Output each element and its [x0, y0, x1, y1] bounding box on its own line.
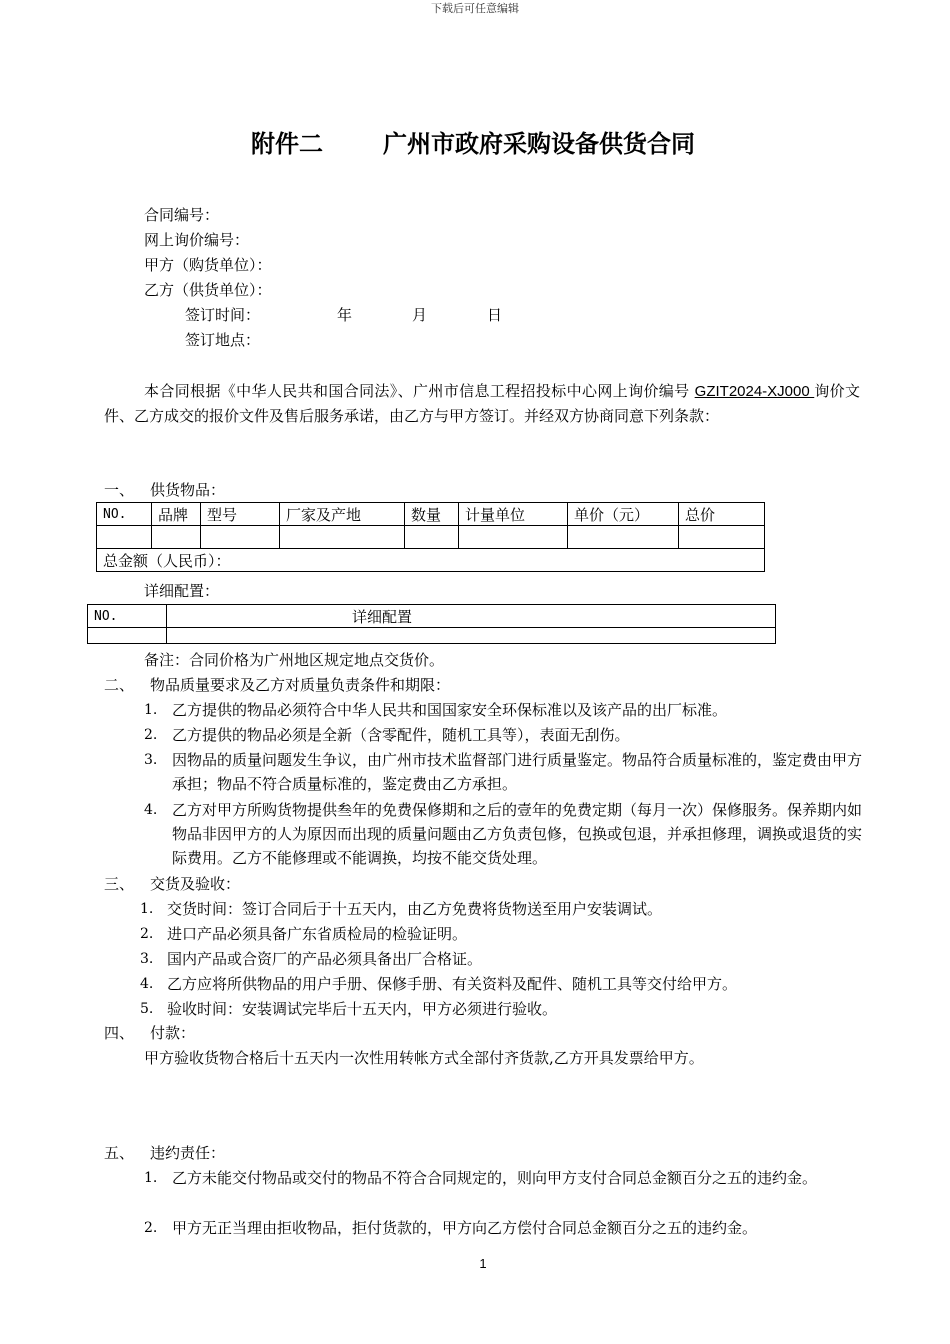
sign-time-label: 签订时间：	[185, 306, 261, 324]
table-cell	[167, 628, 776, 644]
s5-item-2-num: 2.	[144, 1220, 158, 1236]
party-b-label: 乙方（供货单位）：	[144, 281, 272, 299]
detail-config-label: 详细配置：	[144, 582, 220, 600]
s3-item-1: 交货时间：签订合同后于十五天内，由乙方免费将货物送至用户安装调试。	[167, 900, 663, 918]
table-cell	[152, 526, 201, 549]
section-1-num: 一、	[104, 481, 135, 499]
section-3-title: 交货及验收：	[150, 875, 241, 893]
intro-text-2: 询价文件、乙方成交的报价文件及售后服务承诺，由乙方与甲方签订。并经双方协商同意下列条款：	[104, 382, 860, 425]
intro-text-1: 本合同根据《中华人民共和国合同法》、广州市信息工程招投标中心网上询价编号	[144, 382, 695, 400]
s2-item-3-num: 3.	[144, 752, 158, 768]
s2-item-3: 因物品的质量问题发生争议，由广州市技术监督部门进行质量鉴定。物品符合质量标准的，鉴定费由甲方承担；物品不符合质量标准的，鉴定费由乙方承担。	[172, 751, 863, 793]
s3-item-3-num: 3.	[140, 951, 154, 967]
goods-header-no: NO.	[97, 503, 152, 526]
goods-table	[96, 502, 765, 572]
table-cell	[679, 526, 765, 549]
section-5-num: 五、	[104, 1144, 135, 1162]
s2-item-2-num: 2.	[144, 727, 158, 743]
goods-header-maker: 厂家及产地	[280, 503, 405, 526]
party-a-label: 甲方（购货单位）：	[144, 256, 272, 274]
section-5-title: 违约责任：	[150, 1144, 226, 1162]
table-cell	[459, 526, 568, 549]
table-cell	[568, 526, 679, 549]
table-cell	[280, 526, 405, 549]
sign-day: 日	[487, 306, 503, 324]
table-cell	[97, 526, 152, 549]
s2-item-2: 乙方提供的物品必须是全新（含零配件，随机工具等），表面无刮伤。	[172, 726, 630, 744]
goods-header-brand: 品牌	[152, 503, 201, 526]
s3-item-5: 验收时间：安装调试完毕后十五天内，甲方必须进行验收。	[167, 1000, 558, 1018]
section-4-num: 四、	[104, 1024, 135, 1042]
s3-item-4-num: 4.	[140, 976, 154, 992]
s2-item-4-num: 4.	[144, 802, 158, 818]
s3-item-1-num: 1.	[140, 901, 154, 917]
inquiry-no-label: 网上询价编号：	[144, 231, 250, 249]
s2-item-1: 乙方提供的物品必须符合中华人民共和国国家安全环保标准以及该产品的出厂标准。	[172, 701, 728, 719]
s3-item-2: 进口产品必须具备广东省质检局的检验证明。	[167, 925, 468, 943]
sign-place-label: 签订地点：	[185, 331, 261, 349]
detail-header-config: 详细配置	[167, 605, 776, 628]
total-amount-label: 总金额（人民币）：	[97, 549, 765, 572]
page-title: 广州市政府采购设备供货合同	[383, 130, 695, 158]
section-2-num: 二、	[104, 676, 135, 694]
inquiry-code: GZIT2024-XJ000	[694, 383, 815, 400]
s5-item-1: 乙方未能交付物品或交付的物品不符合合同规定的，则向甲方支付合同总金额百分之五的违约金。	[172, 1169, 818, 1187]
intro-paragraph	[104, 379, 860, 429]
s5-item-1-num: 1.	[144, 1170, 158, 1186]
sign-month: 月	[412, 306, 428, 324]
page-number: 1	[479, 1256, 487, 1271]
goods-table-empty-row	[97, 526, 765, 549]
goods-table-total-row	[97, 549, 765, 572]
s2-item-4: 乙方对甲方所购货物提供叁年的免费保修期和之后的壹年的免费定期（每月一次）保修服务。保养期内如物品非因甲方的人为原因而出现的质量问题由乙方负责包修，包换或包退，并承担修理，调换或退货的实际费用。乙方不能修理或不能调换，均按不能交货处理。	[172, 801, 863, 867]
goods-table-header-row	[97, 503, 765, 526]
remark: 备注：合同价格为广州地区规定地点交货价。	[144, 651, 445, 669]
detail-header-no: NO.	[88, 605, 167, 628]
table-cell	[201, 526, 280, 549]
title-annex: 附件二	[251, 130, 323, 158]
sign-year: 年	[337, 306, 353, 324]
s2-item-1-num: 1.	[144, 702, 158, 718]
contract-no-label: 合同编号：	[144, 206, 220, 224]
section-1-title: 供货物品：	[150, 481, 226, 499]
goods-header-price: 单价（元）	[568, 503, 679, 526]
goods-header-model: 型号	[201, 503, 280, 526]
payment-text: 甲方验收货物合格后十五天内一次性用转帐方式全部付齐货款,乙方开具发票给甲方。	[144, 1049, 704, 1067]
s3-item-2-num: 2.	[140, 926, 154, 942]
table-cell	[405, 526, 459, 549]
goods-header-unit: 计量单位	[459, 503, 568, 526]
goods-header-total: 总价	[679, 503, 765, 526]
header-note: 下载后可任意编辑	[431, 2, 519, 15]
goods-header-qty: 数量	[405, 503, 459, 526]
section-3-num: 三、	[104, 875, 135, 893]
detail-table-empty-row	[88, 628, 776, 644]
s3-item-3: 国内产品或合资厂的产品必须具备出厂合格证。	[167, 950, 483, 968]
detail-table	[87, 604, 776, 644]
section-2-title: 物品质量要求及乙方对质量负责条件和期限：	[150, 676, 451, 694]
detail-table-header-row	[88, 605, 776, 628]
s5-item-2: 甲方无正当理由拒收物品，拒付货款的，甲方向乙方偿付合同总金额百分之五的违约金。	[172, 1219, 758, 1237]
section-4-title: 付款：	[150, 1024, 196, 1042]
s3-item-4: 乙方应将所供物品的用户手册、保修手册、有关资料及配件、随机工具等交付给甲方。	[167, 975, 738, 993]
s3-item-5-num: 5.	[140, 1001, 154, 1017]
table-cell	[88, 628, 167, 644]
